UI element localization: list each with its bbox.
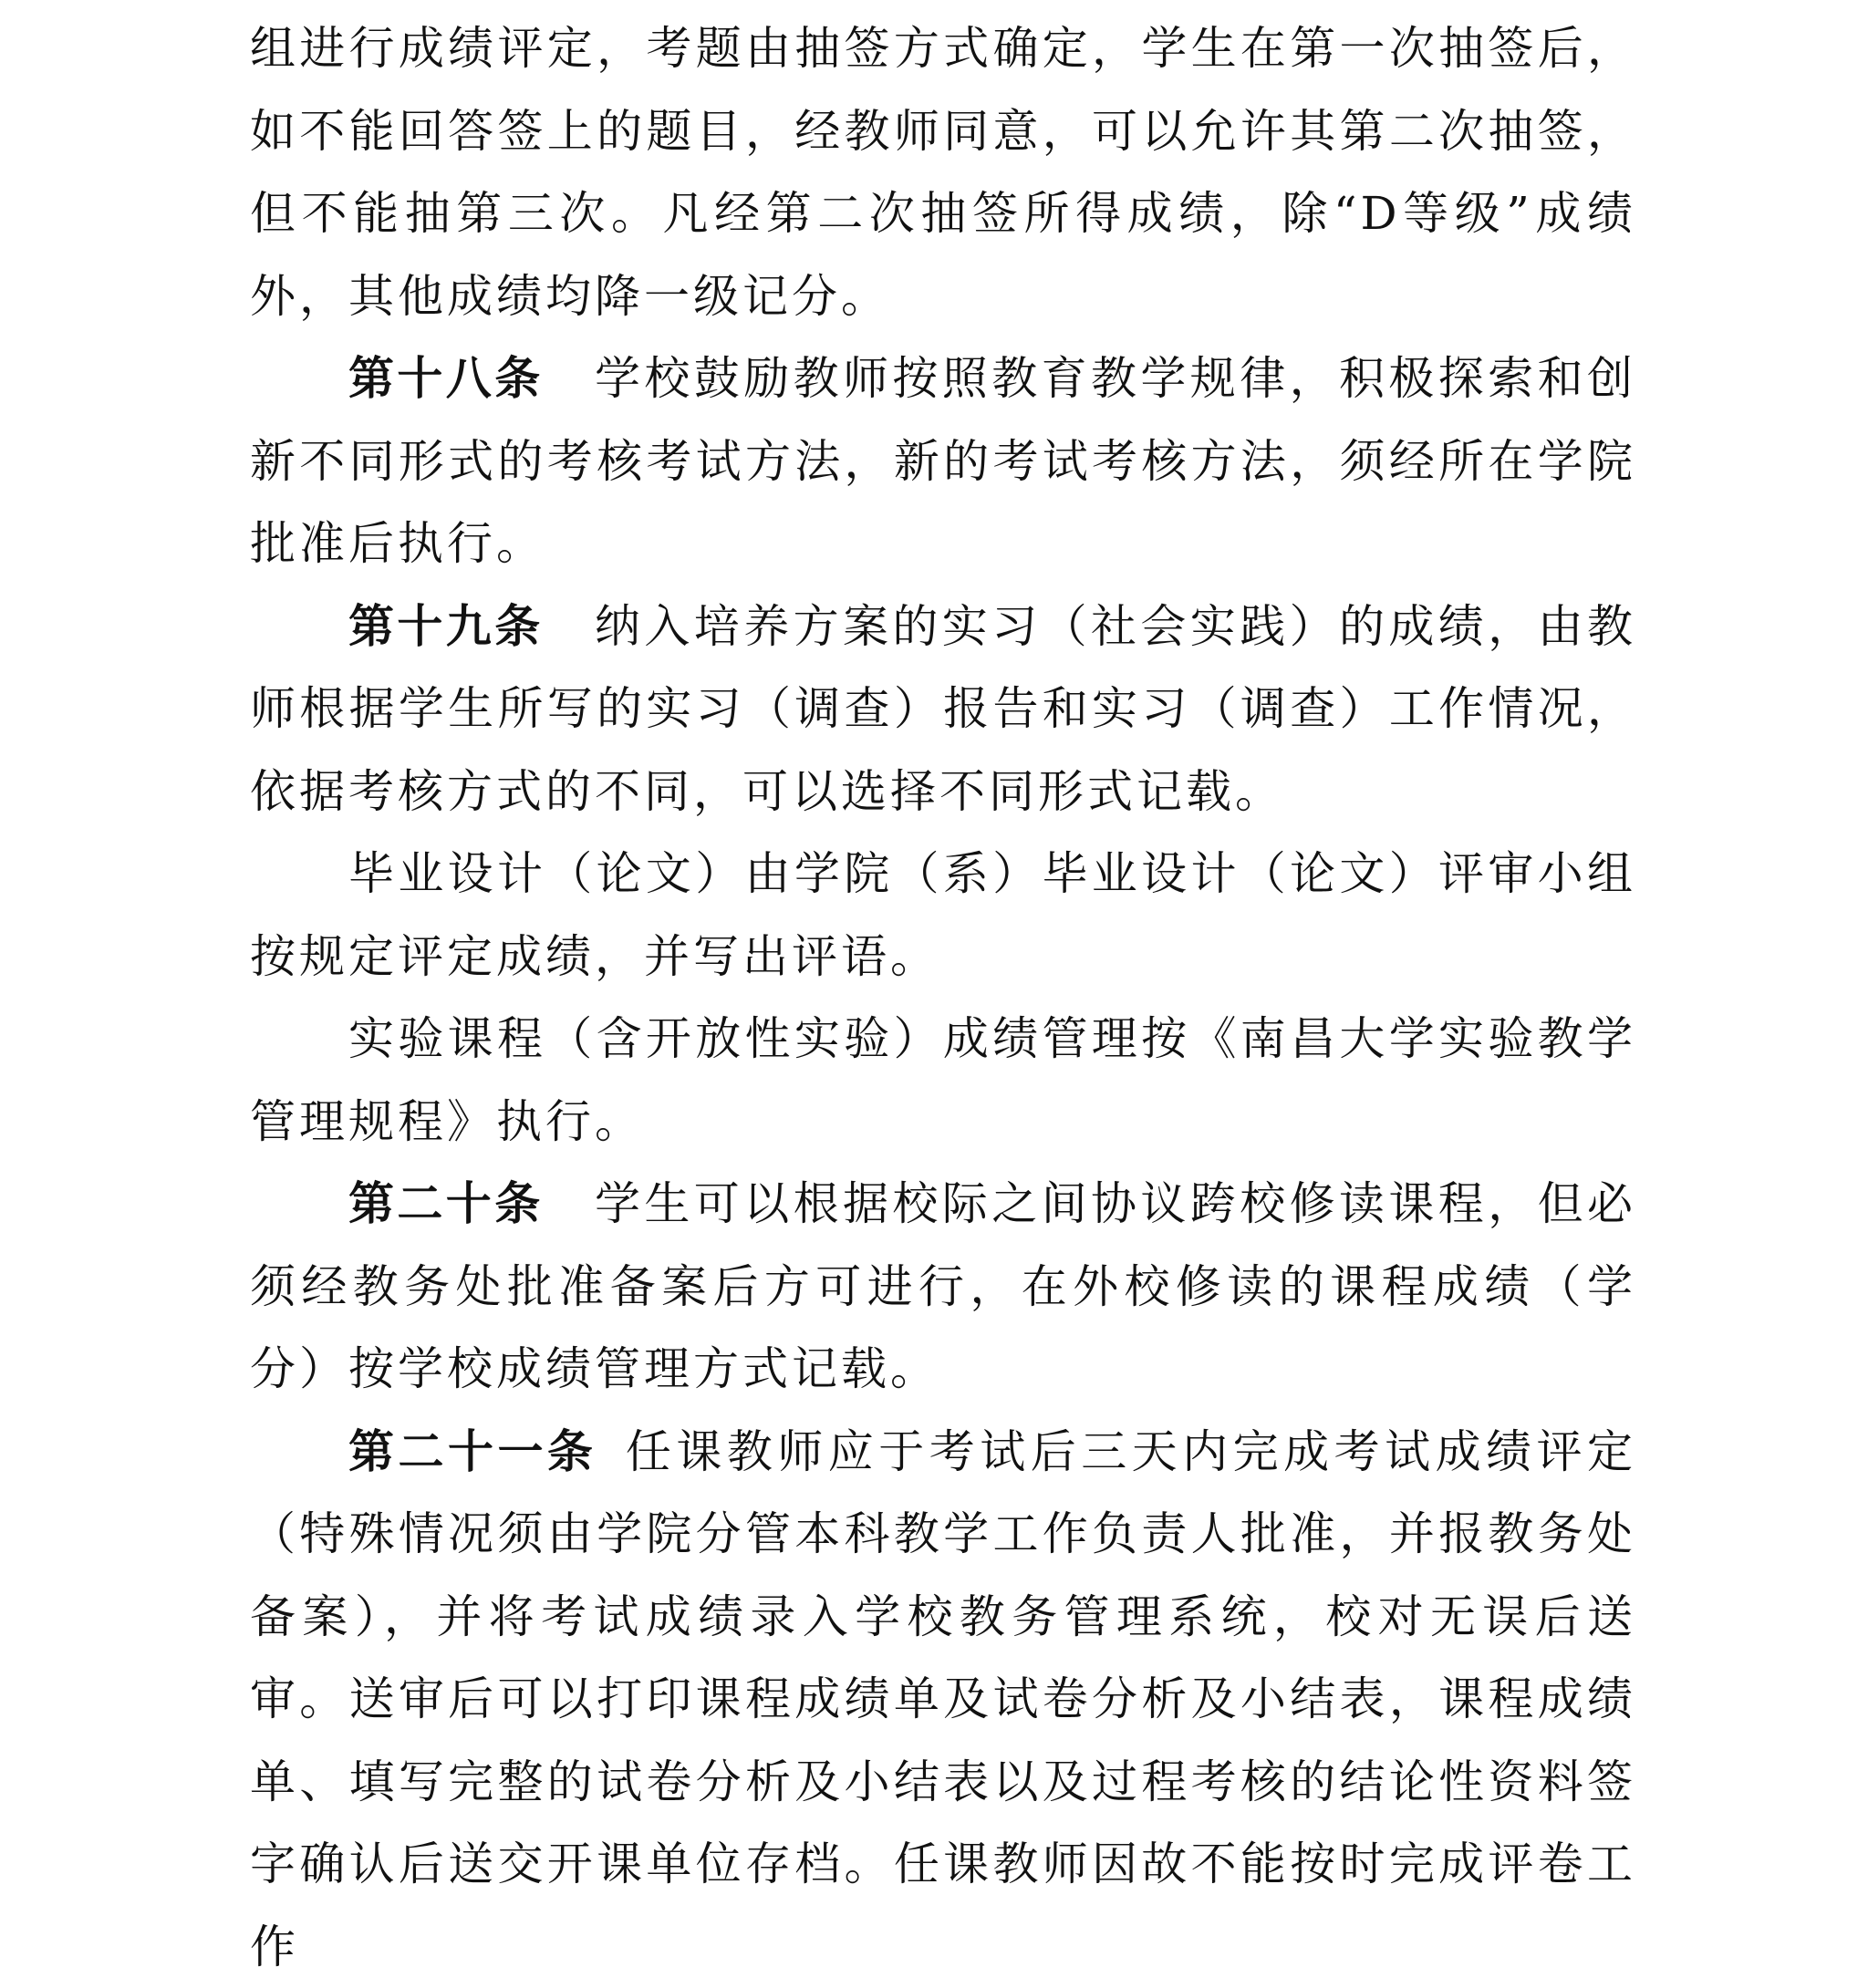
paragraph-continuation [250, 7, 1636, 337]
article-19 [250, 585, 1636, 834]
article-heading: 第二十条 [348, 1177, 544, 1230]
paragraph-text: 学生可以根据校际之间协议跨校修读课程，但必须经教务处批准备案后方可进行，在外校修读的课程成绩（学分）按学校成绩管理方式记载。 [250, 1177, 1636, 1395]
paragraph-text: 任课教师应于考试后三天内完成考试成绩评定（特殊情况须由学院分管本科教学工作负责人批准，并报教务处备案），并将考试成绩录入学校教务管理系统，校对无误后送审。送审后可以打印课程成绩单及试卷分析及小结表，课程成绩单、填写完整的试卷分析及小结表以及过程考核的结论性资料签字确认后送交开课单位存档。任课教师因故不能按时完成评卷工作 [250, 1425, 1636, 1973]
article-heading: 第十九条 [348, 600, 544, 653]
paragraph-text: 毕业设计（论文）由学院（系）毕业设计（论文）评审小组按规定评定成绩，并写出评语。 [250, 847, 1636, 983]
article-18 [250, 337, 1636, 585]
paragraph-experiment-course [250, 998, 1636, 1163]
paragraph-text: 纳入培养方案的实习（社会实践）的成绩，由教师根据学生所写的实习（调查）报告和实习（调查）工作情况，依据考核方式的不同，可以选择不同形式记载。 [250, 600, 1636, 818]
article-heading: 第二十一条 [348, 1425, 597, 1478]
paragraph-text: 组进行成绩评定，考题由抽签方式确定，学生在第一次抽签后，如不能回答签上的题目，经教师同意，可以允许其第二次抽签，但不能抽第三次。凡经第二次抽签所得成绩，除“D等级”成绩外，其他成绩均降一级记分。 [250, 22, 1636, 323]
article-20 [250, 1163, 1636, 1411]
paragraph-text: 学校鼓励教师按照教育教学规律，积极探索和创新不同形式的考核考试方法，新的考试考核方法，须经所在学院批准后执行。 [250, 352, 1636, 570]
article-21 [250, 1411, 1636, 1988]
paragraph-text: 实验课程（含开放性实验）成绩管理按《南昌大学实验教学管理规程》执行。 [250, 1012, 1636, 1148]
article-heading: 第十八条 [348, 352, 544, 405]
document-page [250, 7, 1636, 1988]
paragraph-graduation-design [250, 833, 1636, 998]
